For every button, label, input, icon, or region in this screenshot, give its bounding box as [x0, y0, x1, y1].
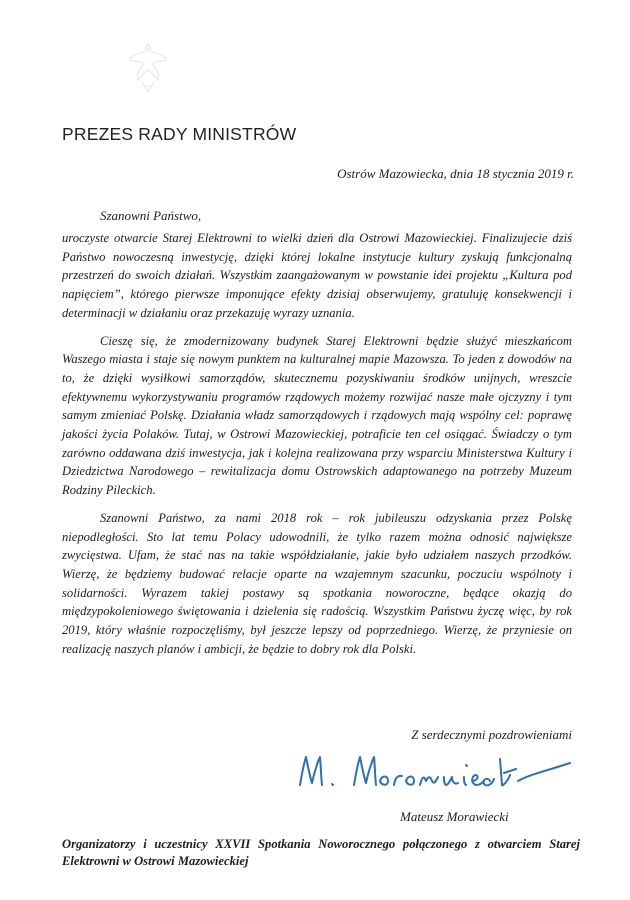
letter-paragraph: uroczyste otwarcie Starej Elektrowni to wielki dzień dla Ostrowi Mazowieckiej. Finalizujecie dziś Państwo nowoczesną inwestycję, dzięki której lokalne instytucje kultury zyskują funkcjonalną przestrzeń do swoich działań. Wszystkim zaangażowanym w powstanie idei projektu „Kultura pod napięciem”, którego pierwsze imponujące efekty dzisiaj obserwujemy, gratuluję konsekwencji i determinacji w działaniu oraz przekazuję wyrazy uznania. — [62, 231, 572, 320]
letter-body — [62, 229, 572, 667]
signer-name: Mateusz Morawiecki — [400, 809, 509, 824]
addressee: Organizatorzy i uczestnicy XXVII Spotkania Noworocznego połączonego z otwarciem Starej Elektrowni w Ostrowi Mazowieckiej — [62, 837, 580, 868]
letter-paragraph: Szanowni Państwo, za nami 2018 rok – rok jubileuszu odzyskania przez Polskę niepodległości. Sto lat temu Polacy udowodnili, że tylko razem można odnosić największe zwycięstwa. Ufam, że stać nas na takie współdziałanie, jakie było udziałem naszych przodków. Wierzę, że będziemy budować relacje oparte na wzajemnym szacunku, poczuciu wspólnoty i solidarności. Wyrazem takiej postawy są spotkania noworoczne, będące okazją do międzypokoleniowego świętowania i dzielenia się radością. Wszystkim Państwu życzę więc, by rok 2019, który właśnie rozpoczęliśmy, był jeszcze lepszy od poprzedniego. Wierzę, że przyniesie on realizację naszych planów i ambicji, że będzie to dobry rok dla Polski. — [62, 510, 572, 656]
salutation: Szanowni Państwo, — [100, 208, 202, 223]
office-title: PREZES RADY MINISTRÓW — [62, 124, 297, 144]
closing-greeting: Z serdecznymi pozdrowieniami — [411, 727, 572, 742]
white-eagle-emblem-icon — [126, 40, 170, 96]
handwritten-signature — [296, 751, 574, 795]
letter-paragraph: Cieszę się, że zmodernizowany budynek Starej Elektrowni będzie służyć mieszkańcom Waszego miasta i staje się nowym punktem na kulturalnej mapie Mazowsza. To jeden z dowodów na to, że dzięki wysiłkowi samorządów, skutecznemu pozyskiwaniu środków unijnych, wreszcie efektywnemu wykorzystywaniu programów rządowych możemy rozwijać nasze małe ojczyzny i tym samym zmieniać Polskę. Działania władz samorządowych i rządowych mają wspólny cel: poprawę jakości życia Polaków. Tutaj, w Ostrowi Mazowieckiej, potraficie ten cel osiągać. Świadczy o tym zarówno oddawana dziś inwestycja, jak i kolejna realizowana przy wsparciu Ministerstwa Kultury i Dziedzictwa Narodowego – rewitalizacja domu Ostrowskich adaptowanego na potrzeby Muzeum Rodziny Pileckich. — [62, 333, 572, 498]
place-date: Ostrów Mazowiecka, dnia 18 stycznia 2019 r. — [337, 166, 574, 181]
